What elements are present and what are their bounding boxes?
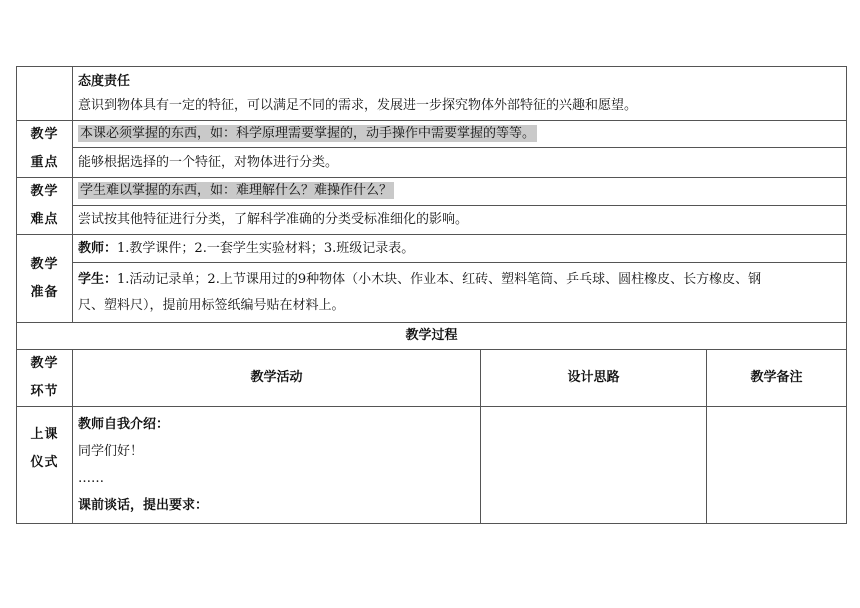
key-points-text: 能够根据选择的一个特征，对物体进行分类。 — [73, 148, 847, 178]
header-activity: 教学活动 — [73, 350, 481, 407]
attitude-title: 态度责任 — [78, 73, 131, 89]
header-section: 教学 环节 — [17, 350, 73, 407]
attitude-label-cell — [17, 67, 73, 121]
header-notes: 教学备注 — [707, 350, 847, 407]
row-section: 上课 仪式 — [17, 407, 73, 524]
preparation-label: 教学 准备 — [17, 235, 73, 323]
difficulties-hint: 学生难以掌握的东西，如：难理解什么？难操作什么？ — [80, 183, 393, 199]
attitude-text: 意识到物体具有一定的特征，可以满足不同的需求，发展进一步探究物体外部特征的兴趣和愿望。 — [78, 97, 638, 113]
key-points-hint: 本课必须掌握的东西，如：科学原理需要掌握的，动手操作中需要掌握的等等。 — [80, 126, 536, 141]
lesson-plan-table — [16, 66, 846, 522]
row-notes — [707, 407, 847, 524]
preparation-teacher: 教师：1.教学课件；2.一套学生实验材料；3.班级记录表。 — [73, 235, 847, 263]
difficulties-hint-cell — [73, 178, 847, 206]
process-title: 教学过程 — [17, 323, 847, 350]
key-points-label: 教学 重点 — [17, 121, 73, 178]
preparation-student: 学生：1.活动记录单；2.上节课用过的9种物体（小木块、作业本、红砖、塑料笔筒、乒乓球、圆柱橡皮、长方橡皮、钢 尺、塑料尺），提前用标签纸编号贴在材料上。 — [73, 263, 847, 323]
header-design: 设计思路 — [481, 350, 707, 407]
attitude-content — [73, 67, 847, 121]
row-design — [481, 407, 707, 524]
difficulties-text: 尝试按其他特征进行分类，了解科学准确的分类受标准细化的影响。 — [73, 205, 847, 234]
key-points-hint-cell — [73, 121, 847, 148]
difficulties-label: 教学 难点 — [17, 178, 73, 235]
row-activity: 教师自我介绍： 同学们好！ …… 课前谈话，提出要求： — [73, 407, 481, 524]
